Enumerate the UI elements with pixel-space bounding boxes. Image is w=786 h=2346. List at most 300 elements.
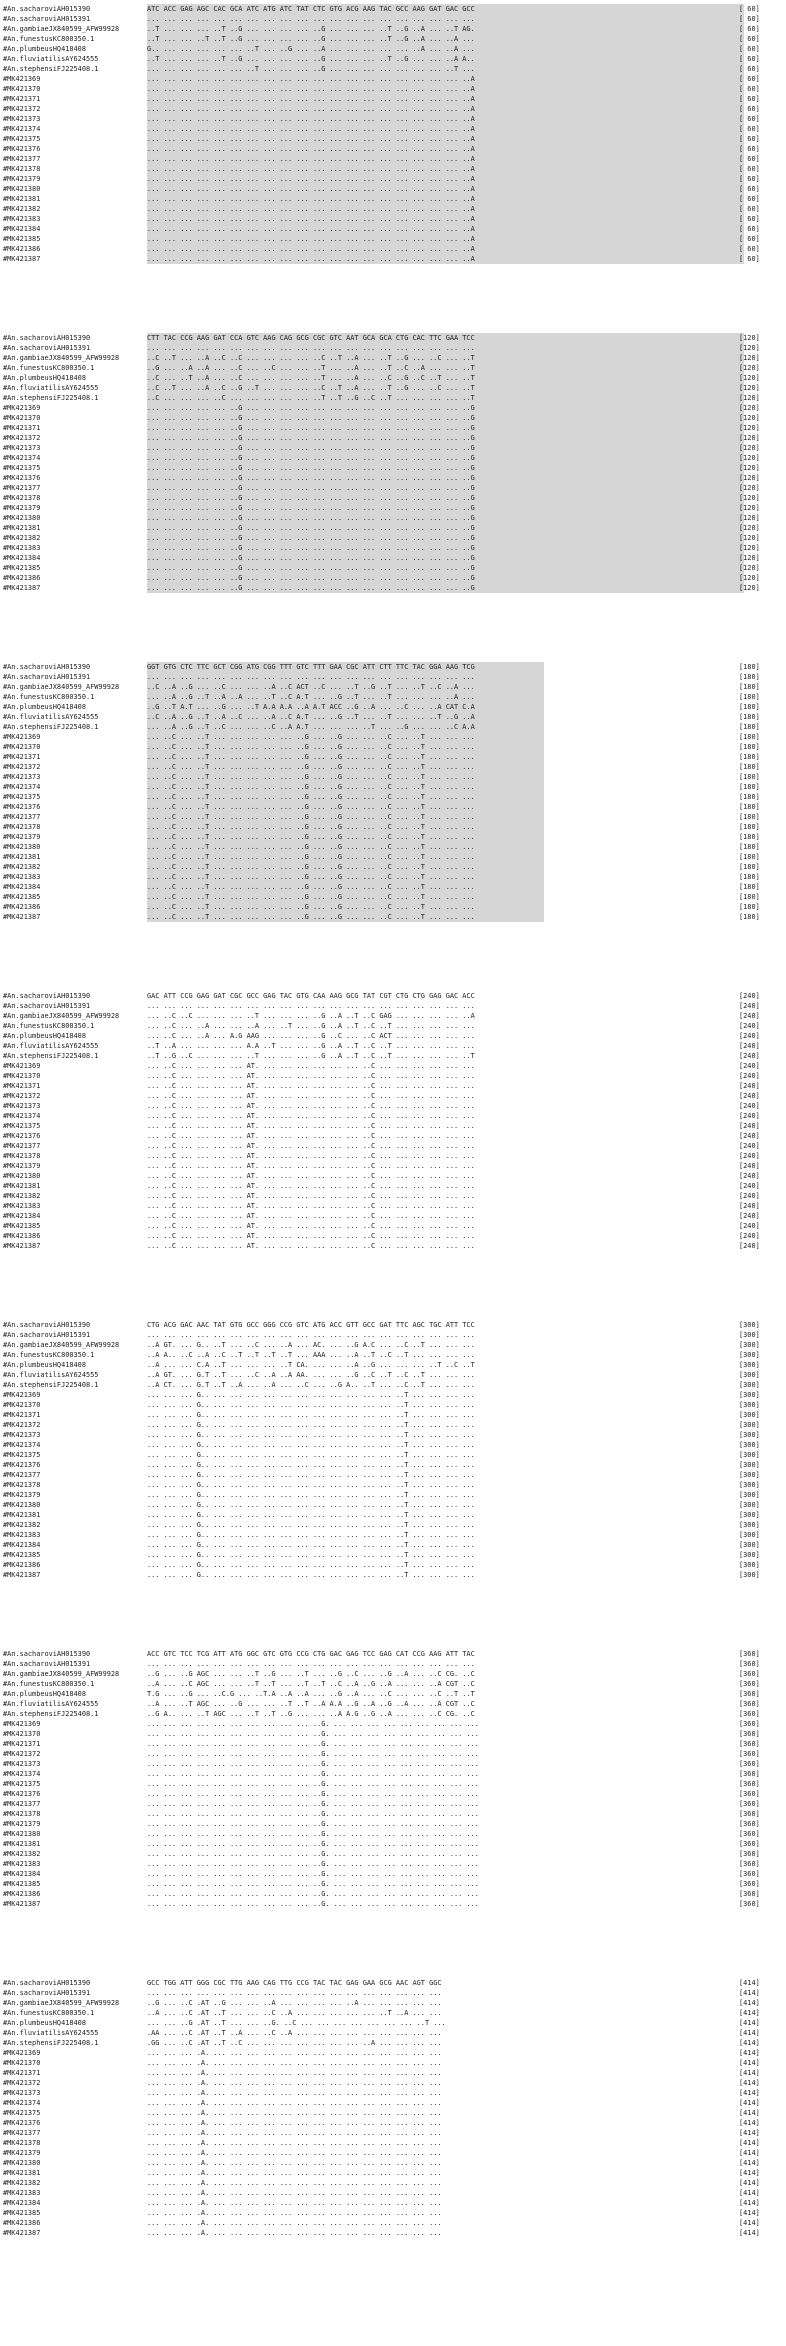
sequence-name: #An.stephensiFJ225408.1	[3, 1710, 99, 1718]
sequence-text: ... ... ... G.. ... ... ... ... ... ... ... ... ... ... ... ..T ... ... ... ...	[147, 1541, 475, 1549]
position-label: [180]	[739, 793, 760, 801]
sequence-segment	[147, 1031, 475, 1041]
position-label: [ 60]	[739, 205, 760, 213]
sequence-segment	[147, 1739, 479, 1749]
position-label: [ 60]	[739, 215, 760, 223]
position-label: [240]	[739, 1082, 760, 1090]
sequence-name: #MK421380	[3, 185, 41, 193]
sequence-name: #MK421371	[3, 2069, 41, 2077]
sequence-segment	[147, 333, 475, 343]
sequence-text: ... ... ... ... ... ..G ... ... ... ... ... ... ... ... ... ... ... ... ... ..G	[147, 494, 475, 502]
sequence-text: ... ..C ... ... ... ... AT. ... ... ... ... ... ... ..C ... ... ... ... ... ...	[147, 1092, 475, 1100]
sequence-segment	[147, 2058, 442, 2068]
position-label: [300]	[739, 1541, 760, 1549]
position-label: [240]	[739, 1182, 760, 1190]
position-label: [300]	[739, 1461, 760, 1469]
sequence-text: ... ..A ..G ..T ..C ... ... ..C ..A A.T ... ... ... ..T ... ..G ... ... ..C A.A	[147, 723, 475, 731]
sequence-name: #MK421372	[3, 1750, 41, 1758]
sequence-text: ..A ... ..T AGC ... ..G ... ... ..T ..T ..A A.A ..G ..A ..G ..A ... ..A CGT ..C	[147, 1700, 475, 1708]
sequence-name: #An.funestusKC800350.1	[3, 364, 95, 372]
position-label: [ 60]	[739, 35, 760, 43]
sequence-text: ... ... ... ... ... ..G ... ... ... ... ... ... ... ... ... ... ... ... ... ..G	[147, 574, 475, 582]
sequence-segment	[147, 1879, 479, 1889]
sequence-segment	[147, 1410, 475, 1420]
sequence-name: #MK421381	[3, 1840, 41, 1848]
sequence-text: ... ... ... ... ... ... ... ... ... ... ..G. ... ... ... ... ... ... ... ... ...	[147, 1860, 479, 1868]
sequence-segment	[147, 1380, 475, 1390]
position-label: [240]	[739, 1162, 760, 1170]
sequence-text: ..T ... ... ... ..T ..G ... ... ... ... ..G ... ... ... ..T ..G ..A ... ..T AG.	[147, 25, 475, 33]
position-label: [ 60]	[739, 165, 760, 173]
sequence-text: ... ... ... G.. ... ... ... ... ... ... ... ... ... ... ... ..T ... ... ... ...	[147, 1531, 475, 1539]
position-label: [ 60]	[739, 245, 760, 253]
position-label: [414]	[739, 2039, 760, 2047]
position-label: [360]	[739, 1870, 760, 1878]
sequence-text: ... ... ... G.. ... ... ... ... ... ... ... ... ... ... ... ..T ... ... ... ...	[147, 1461, 475, 1469]
sequence-segment	[147, 1241, 475, 1251]
sequence-text: ... ... ... ... ... ..G ... ... ... ... ... ... ... ... ... ... ... ... ... ..G	[147, 504, 475, 512]
position-label: [414]	[739, 2089, 760, 2097]
sequence-name: #MK421378	[3, 1481, 41, 1489]
sequence-segment	[147, 1749, 479, 1759]
sequence-name: #MK421373	[3, 115, 41, 123]
sequence-segment	[147, 1520, 475, 1530]
sequence-segment	[147, 1689, 475, 1699]
sequence-name: #An.gambiaeJX840599_AFW99928	[3, 1670, 120, 1678]
sequence-name: #An.sacharoviAH015390	[3, 992, 91, 1000]
position-label: [414]	[739, 2179, 760, 2187]
sequence-segment	[147, 114, 475, 124]
sequence-text: ... ... ... ... ... ... ... ... ... ... ... ... ... ... ... ... ... ... ... ..A	[147, 235, 475, 243]
sequence-text: ... ..C ... ..T ... ... ... ... ... ..G ... ..G ... ... ..C ... ..T ... ... ...	[147, 763, 475, 771]
sequence-text: ... ... ... ... ... ..G ... ... ... ... ... ... ... ... ... ... ... ... ... ..G	[147, 454, 475, 462]
sequence-name: #MK421372	[3, 105, 41, 113]
sequence-text: ... ..C ... ..T ... ... ... ... ... ..G ... ..G ... ... ..C ... ..T ... ... ...	[147, 903, 475, 911]
sequence-name: #An.gambiaeJX840599_AFW99928	[3, 1999, 120, 2007]
sequence-name: #MK421369	[3, 404, 41, 412]
sequence-name: #MK421374	[3, 125, 41, 133]
sequence-text: .AA ... ..C .AT ..T ..A ... ..C ..A ... ... ... ... ... ... ... ... ...	[147, 2029, 442, 2037]
sequence-name: #An.stephensiFJ225408.1	[3, 394, 99, 402]
position-label: [240]	[739, 1152, 760, 1160]
sequence-segment	[147, 194, 475, 204]
sequence-segment	[147, 1769, 479, 1779]
sequence-name: #MK421370	[3, 1401, 41, 1409]
sequence-name: #MK421386	[3, 2219, 41, 2227]
sequence-segment	[147, 2228, 442, 2238]
sequence-segment	[147, 1859, 479, 1869]
sequence-segment	[147, 54, 475, 64]
position-label: [240]	[739, 1042, 760, 1050]
sequence-text: ... ... ... ... ... ... ... ... ... ... ... ... ... ... ... ... ... ... ... ..A	[147, 145, 475, 153]
position-label: [360]	[739, 1760, 760, 1768]
sequence-name: #An.gambiaeJX840599_AFW99928	[3, 25, 120, 33]
position-label: [360]	[739, 1820, 760, 1828]
position-label: [300]	[739, 1331, 760, 1339]
sequence-segment	[147, 1839, 479, 1849]
position-label: [120]	[739, 354, 760, 362]
sequence-name: #MK421387	[3, 584, 41, 592]
sequence-segment	[147, 353, 475, 363]
position-label: [360]	[739, 1660, 760, 1668]
sequence-segment	[147, 573, 475, 583]
sequence-segment	[147, 1450, 475, 1460]
sequence-name: #MK421386	[3, 1232, 41, 1240]
sequence-name: #MK421382	[3, 1850, 41, 1858]
sequence-segment	[147, 2168, 442, 2178]
sequence-text: ... ... ... ... ... ..G ... ... ... ... ... ... ... ... ... ... ... ... ... ..G	[147, 584, 475, 592]
sequence-name: #MK421377	[3, 1471, 41, 1479]
sequence-name: #An.stephensiFJ225408.1	[3, 723, 99, 731]
sequence-text: ... ..A ..G ..T ..A ..A ... ..T ..C A.T ... ..G ..T ... ..T ... ... ... ..A ...	[147, 693, 475, 701]
sequence-text: ... ... ... G.. ... ... ... ... ... ... ... ... ... ... ... ..T ... ... ... ...	[147, 1431, 475, 1439]
sequence-name: #An.fluviatilisAY624555	[3, 55, 99, 63]
sequence-name: #MK421378	[3, 823, 41, 831]
sequence-text: ... ... ... ... ... ... ... ... ... ... ..G. ... ... ... ... ... ... ... ... ...	[147, 1890, 479, 1898]
sequence-segment	[147, 2078, 442, 2088]
position-label: [300]	[739, 1361, 760, 1369]
sequence-segment	[147, 1420, 475, 1430]
sequence-name: #MK421372	[3, 763, 41, 771]
position-label: [300]	[739, 1511, 760, 1519]
sequence-name: #MK421371	[3, 424, 41, 432]
sequence-name: #MK421379	[3, 1162, 41, 1170]
sequence-segment	[147, 2118, 442, 2128]
sequence-text: ... ... ... ... ... ... ... ... ... ... ... ... ... ... ... ... ... ... ... ..A	[147, 215, 475, 223]
sequence-segment	[147, 363, 475, 373]
sequence-segment	[147, 443, 475, 453]
position-label: [120]	[739, 584, 760, 592]
sequence-name: #MK421381	[3, 195, 41, 203]
sequence-segment	[147, 1360, 475, 1370]
sequence-text: ... ..C ... ... ... ... AT. ... ... ... ... ... ... ..C ... ... ... ... ... ...	[147, 1082, 475, 1090]
sequence-segment	[147, 1899, 479, 1909]
position-label: [360]	[739, 1650, 760, 1658]
position-label: [360]	[739, 1880, 760, 1888]
position-label: [300]	[739, 1441, 760, 1449]
sequence-text: ... ... ... ... ... ... ... ... ... ... ... ... ... ... ... ... ... ... ... ...	[147, 1002, 475, 1010]
sequence-name: #MK421373	[3, 1102, 41, 1110]
sequence-name: #An.sacharoviAH015390	[3, 663, 91, 671]
sequence-name: #MK421383	[3, 2189, 41, 2197]
sequence-text: ... ... ... G.. ... ... ... ... ... ... ... ... ... ... ... ..T ... ... ... ...	[147, 1521, 475, 1529]
sequence-name: #An.gambiaeJX840599_AFW99928	[3, 683, 120, 691]
position-label: [120]	[739, 374, 760, 382]
sequence-segment	[147, 234, 475, 244]
sequence-name: #MK421370	[3, 2059, 41, 2067]
position-label: [414]	[739, 1989, 760, 1997]
position-label: [300]	[739, 1421, 760, 1429]
sequence-text: ... ... ... G.. ... ... ... ... ... ... ... ... ... ... ... ..T ... ... ... ...	[147, 1411, 475, 1419]
sequence-text: ... ... ... ... ... ..G ... ... ... ... ... ... ... ... ... ... ... ... ... ..G	[147, 424, 475, 432]
sequence-name: #An.sacharoviAH015391	[3, 1660, 91, 1668]
sequence-text: ... ..C ... ..A ... A.G AAG ... ... ... ..G ..C ... ..C ACT ... ... ... ... ...	[147, 1032, 475, 1040]
sequence-segment	[147, 2138, 442, 2148]
sequence-text: ... ... ... ... ... ... ... ... ... ... ... ... ... ... ... ... ... ... ... ..A	[147, 125, 475, 133]
sequence-text: ... ..C ... ..T ... ... ... ... ... ..G ... ..G ... ... ..C ... ..T ... ... ...	[147, 823, 475, 831]
sequence-name: #An.sacharoviAH015391	[3, 15, 91, 23]
position-label: [180]	[739, 783, 760, 791]
sequence-text: ... ... ... .A. ... ... ... ... ... ... ... ... ... ... ... ... ... ...	[147, 2119, 442, 2127]
sequence-segment	[147, 2038, 442, 2048]
position-label: [360]	[739, 1680, 760, 1688]
position-label: [300]	[739, 1521, 760, 1529]
sequence-name: #MK421383	[3, 215, 41, 223]
position-label: [360]	[739, 1900, 760, 1908]
sequence-segment	[147, 1111, 475, 1121]
sequence-segment	[147, 543, 475, 553]
sequence-text: ... ... ... ... ... ... ... ... ... ... ..G. ... ... ... ... ... ... ... ... ...	[147, 1900, 479, 1908]
sequence-text: ... ..C ... ... ... ... AT. ... ... ... ... ... ... ..C ... ... ... ... ... ...	[147, 1212, 475, 1220]
position-label: [180]	[739, 883, 760, 891]
sequence-name: #MK421384	[3, 554, 41, 562]
sequence-text: ..C ..A ..G ..T ..A ..C ... ..A ..C A.T ... ..G ..T ... ..T ... ... ..T ..G ..A	[147, 713, 475, 721]
sequence-name: #An.plumbeusHQ418408	[3, 1032, 86, 1040]
position-label: [120]	[739, 334, 760, 342]
sequence-name: #MK421381	[3, 2169, 41, 2177]
sequence-segment	[147, 1151, 475, 1161]
position-label: [180]	[739, 663, 760, 671]
sequence-name: #MK421379	[3, 1820, 41, 1828]
position-label: [180]	[739, 913, 760, 921]
sequence-segment	[147, 1161, 475, 1171]
position-label: [300]	[739, 1371, 760, 1379]
sequence-text: ... ... ... ... ... ..G ... ... ... ... ... ... ... ... ... ... ... ... ... ..G	[147, 564, 475, 572]
sequence-segment	[147, 1719, 479, 1729]
sequence-name: #An.funestusKC800350.1	[3, 693, 95, 701]
position-label: [240]	[739, 1002, 760, 1010]
sequence-name: #MK421374	[3, 1770, 41, 1778]
sequence-name: #MK421386	[3, 1890, 41, 1898]
sequence-text: ... ..C ... ..A ... ... ..A ... ..T ... ..G ..A ..T ..C ..T ... ... ... ... ...	[147, 1022, 475, 1030]
sequence-text: ... ... ... ... ... ..G ... ... ... ... ... ... ... ... ... ... ... ... ... ..G	[147, 554, 475, 562]
sequence-text: ... ... ... .A. ... ... ... ... ... ... ... ... ... ... ... ... ... ...	[147, 2159, 442, 2167]
sequence-segment	[147, 1480, 475, 1490]
position-label: [180]	[739, 763, 760, 771]
sequence-segment	[147, 2208, 442, 2218]
sequence-name: #An.sacharoviAH015390	[3, 334, 91, 342]
sequence-segment	[147, 1978, 442, 1988]
sequence-segment	[147, 1141, 475, 1151]
sequence-segment	[147, 912, 475, 922]
sequence-text: ... ..C ... ... ... ... AT. ... ... ... ... ... ... ..C ... ... ... ... ... ...	[147, 1152, 475, 1160]
sequence-text: ... ..C ... ..T ... ... ... ... ... ..G ... ..G ... ... ..C ... ..T ... ... ...	[147, 783, 475, 791]
sequence-name: #An.fluviatilisAY624555	[3, 713, 99, 721]
position-label: [360]	[739, 1720, 760, 1728]
sequence-segment	[147, 822, 475, 832]
sequence-text: ... ... ... ... ... ... ... ... ... ... ..G. ... ... ... ... ... ... ... ... ...	[147, 1800, 479, 1808]
position-label: [180]	[739, 813, 760, 821]
sequence-segment	[147, 343, 475, 353]
sequence-text: ..T ... ... ..T ..T ..G ... ... ... ... ..G ... ... ... ..T ..G ..A ... ..A ...	[147, 35, 475, 43]
sequence-name: #MK421375	[3, 1780, 41, 1788]
position-label: [414]	[739, 2119, 760, 2127]
position-label: [360]	[739, 1740, 760, 1748]
position-label: [ 60]	[739, 45, 760, 53]
sequence-segment	[147, 2178, 442, 2188]
sequence-name: #An.sacharoviAH015391	[3, 673, 91, 681]
sequence-text: ... ... ... G.. ... ... ... ... ... ... ... ... ... ... ... ..T ... ... ... ...	[147, 1421, 475, 1429]
position-label: [ 60]	[739, 85, 760, 93]
sequence-name: #MK421376	[3, 474, 41, 482]
sequence-text: ... ..C ... ..T ... ... ... ... ... ..G ... ..G ... ... ..C ... ..T ... ... ...	[147, 733, 475, 741]
sequence-segment	[147, 2148, 442, 2158]
sequence-text: ..A A.. ..C ..A ..C ..T ..T ..T ..T ... AAA ... ..A ..T ..C ..T ... ... ... ...	[147, 1351, 475, 1359]
position-label: [414]	[739, 2049, 760, 2057]
sequence-text: GGT GTG CTC TTC GCT CGG ATG CGG TTT GTC TTT GAA CGC ATT CTT TTC TAC GGA AAG TCG	[147, 663, 475, 671]
sequence-segment	[147, 34, 475, 44]
position-label: [180]	[739, 753, 760, 761]
sequence-text: ... ... ... .A. ... ... ... ... ... ... ... ... ... ... ... ... ... ...	[147, 2069, 442, 2077]
sequence-name: #An.sacharoviAH015390	[3, 5, 91, 13]
sequence-text: ... ... ... ... ... ... ... ... ... ... ... ... ... ... ... ... ... ... ... ..A	[147, 175, 475, 183]
sequence-text: ... ... ... ... ... ... ... ... ... ... ... ... ... ... ... ... ... ... ... ...	[147, 344, 475, 352]
sequence-text: ... ... ... ... ... ..G ... ... ... ... ... ... ... ... ... ... ... ... ... ..G	[147, 444, 475, 452]
sequence-name: #MK421382	[3, 1192, 41, 1200]
sequence-text: ... ... ... G.. ... ... ... ... ... ... ... ... ... ... ... ..T ... ... ... ...	[147, 1401, 475, 1409]
sequence-text: ..A ... ..C AGC ... ... ..T ..T ... ..T ..T ..C ..A ..G ..A ... ... ..A CGT ..C	[147, 1680, 475, 1688]
position-label: [414]	[739, 2069, 760, 2077]
position-label: [ 60]	[739, 105, 760, 113]
position-label: [414]	[739, 2129, 760, 2137]
sequence-text: ... ..C ... ... ... ... AT. ... ... ... ... ... ... ..C ... ... ... ... ... ...	[147, 1102, 475, 1110]
sequence-segment	[147, 732, 475, 742]
position-label: [300]	[739, 1321, 760, 1329]
sequence-segment	[147, 1201, 475, 1211]
position-label: [414]	[739, 2219, 760, 2227]
sequence-segment	[147, 722, 475, 732]
sequence-segment	[147, 1550, 475, 1560]
sequence-text: ..T ..G ..C ... ... ... ..T ... ... ... ..G ..A ..T ..C ..T ... ... ... ... ..T	[147, 1052, 475, 1060]
sequence-name: #MK421381	[3, 1511, 41, 1519]
sequence-segment	[147, 144, 475, 154]
sequence-name: #MK421374	[3, 454, 41, 462]
position-label: [ 60]	[739, 115, 760, 123]
position-label: [240]	[739, 1112, 760, 1120]
sequence-segment	[147, 2128, 442, 2138]
sequence-segment	[147, 74, 475, 84]
sequence-segment	[147, 553, 475, 563]
sequence-text: ... ..C ..C ... ... ... ..T ... ... ... ..G ..A ..T ..C GAG ... ... ... ... ..A	[147, 1012, 475, 1020]
sequence-name: #MK421384	[3, 883, 41, 891]
sequence-text: ... ... ... G.. ... ... ... ... ... ... ... ... ... ... ... ..T ... ... ... ...	[147, 1501, 475, 1509]
position-label: [ 60]	[739, 135, 760, 143]
position-label: [300]	[739, 1531, 760, 1539]
sequence-segment	[147, 453, 475, 463]
sequence-segment	[147, 383, 475, 393]
sequence-segment	[147, 1051, 475, 1061]
sequence-text: ... ..C ... ... ... ... AT. ... ... ... ... ... ... ..C ... ... ... ... ... ...	[147, 1222, 475, 1230]
sequence-text: GAC ATT CCG GAG GAT CGC GCC GAG TAC GTG CAA AAG GCG TAT CGT CTG CTG GAG GAC ACC	[147, 992, 475, 1000]
sequence-name: #MK421383	[3, 1202, 41, 1210]
sequence-segment	[147, 1330, 475, 1340]
position-label: [360]	[739, 1750, 760, 1758]
sequence-text: ... ... ... ... ... ... ... ... ... ... ..G. ... ... ... ... ... ... ... ... ...	[147, 1840, 479, 1848]
sequence-name: #An.sacharoviAH015391	[3, 1331, 91, 1339]
sequence-text: ... ... ... ... ... ... ... ... ... ... ... ... ... ... ... ... ... ... ... ...	[147, 673, 475, 681]
position-label: [120]	[739, 414, 760, 422]
position-label: [ 60]	[739, 255, 760, 263]
sequence-text: ... ... ... G.. ... ... ... ... ... ... ... ... ... ... ... ..T ... ... ... ...	[147, 1481, 475, 1489]
position-label: [300]	[739, 1431, 760, 1439]
sequence-text: ... ... ... ... ... ... ... ... ... ... ... ... ... ... ... ... ... ... ... ...	[147, 1660, 475, 1668]
sequence-text: ..T ..A ... ... ... ... A.A ..T ... ... ..G ..A ..T ..C ..T ... ... ... ... ...	[147, 1042, 475, 1050]
sequence-segment	[147, 772, 475, 782]
sequence-name: #MK421378	[3, 165, 41, 173]
position-label: [180]	[739, 743, 760, 751]
position-label: [300]	[739, 1471, 760, 1479]
sequence-name: #MK421369	[3, 1391, 41, 1399]
position-label: [180]	[739, 843, 760, 851]
sequence-segment	[147, 1679, 475, 1689]
sequence-segment	[147, 1061, 475, 1071]
position-label: [360]	[739, 1670, 760, 1678]
sequence-segment	[147, 433, 475, 443]
sequence-name: #MK421377	[3, 2129, 41, 2137]
sequence-name: #MK421373	[3, 444, 41, 452]
sequence-name: #MK421376	[3, 1461, 41, 1469]
position-label: [ 60]	[739, 195, 760, 203]
sequence-name: #An.gambiaeJX840599_AFW99928	[3, 354, 120, 362]
position-label: [180]	[739, 853, 760, 861]
position-label: [240]	[739, 1012, 760, 1020]
sequence-name: #An.funestusKC800350.1	[3, 1022, 95, 1030]
position-label: [240]	[739, 1212, 760, 1220]
sequence-segment	[147, 1849, 479, 1859]
sequence-text: ... ..C ... ..T ... ... ... ... ... ..G ... ..G ... ... ..C ... ..T ... ... ...	[147, 793, 475, 801]
sequence-text: ... ..C ... ... ... ... AT. ... ... ... ... ... ... ..C ... ... ... ... ... ...	[147, 1142, 475, 1150]
sequence-name: #MK421376	[3, 145, 41, 153]
position-label: [414]	[739, 2079, 760, 2087]
sequence-text: ... ... ... .A. ... ... ... ... ... ... ... ... ... ... ... ... ... ...	[147, 2109, 442, 2117]
sequence-name: #MK421380	[3, 2159, 41, 2167]
position-label: [300]	[739, 1501, 760, 1509]
position-label: [120]	[739, 544, 760, 552]
position-label: [360]	[739, 1730, 760, 1738]
sequence-text: ... ... ... .A. ... ... ... ... ... ... ... ... ... ... ... ... ... ...	[147, 2179, 442, 2187]
position-label: [180]	[739, 803, 760, 811]
sequence-text: ... ..C ... ... ... ... AT. ... ... ... ... ... ... ..C ... ... ... ... ... ...	[147, 1062, 475, 1070]
sequence-text: ... ..C ... ..T ... ... ... ... ... ..G ... ..G ... ... ..C ... ..T ... ... ...	[147, 833, 475, 841]
position-label: [360]	[739, 1860, 760, 1868]
sequence-text: ... ..C ... ... ... ... AT. ... ... ... ... ... ... ..C ... ... ... ... ... ...	[147, 1162, 475, 1170]
sequence-text: ... ... ... ... ... ... ... ... ... ... ..G. ... ... ... ... ... ... ... ... ...	[147, 1770, 479, 1778]
position-label: [360]	[739, 1790, 760, 1798]
sequence-segment	[147, 244, 475, 254]
sequence-name: #An.plumbeusHQ418408	[3, 1690, 86, 1698]
sequence-segment	[147, 1091, 475, 1101]
sequence-segment	[147, 2198, 442, 2208]
sequence-text: ... ... ... ... ... ... ... ... ... ... ... ... ... ... ... ... ... ... ... ...	[147, 1331, 475, 1339]
position-label: [120]	[739, 424, 760, 432]
position-label: [360]	[739, 1770, 760, 1778]
sequence-segment	[147, 1221, 475, 1231]
sequence-name: #MK421378	[3, 1152, 41, 1160]
sequence-text: G.. ... ... ... ... ... ..T ... ..G ... ..A ... ... ... ... ... ..A ... ..A ...	[147, 45, 475, 53]
sequence-name: #MK421369	[3, 2049, 41, 2057]
position-label: [300]	[739, 1391, 760, 1399]
sequence-segment	[147, 872, 475, 882]
position-label: [120]	[739, 464, 760, 472]
sequence-text: ... ... ... ... ... ... ... ... ... ... ... ... ... ... ... ... ... ... ... ..A	[147, 115, 475, 123]
sequence-text: GCC TGG ATT GGG CGC TTG AAG CAG TTG CCG TAC TAC GAG GAA GCG AAC AGT GGC	[147, 1979, 442, 1987]
sequence-segment	[147, 2158, 442, 2168]
sequence-text: ..A GT. ... G.. ..T ... ..C ... ..A ... AC. ... ..G A.C ... ..C ..T ... ... ...	[147, 1341, 475, 1349]
sequence-name: #MK421372	[3, 2079, 41, 2087]
sequence-text: ..G ..T A.T ... ..G ... ..T A.A A.A ..A A.T ACC ..G ..A ... ..C ... ..A CAT C.A	[147, 703, 475, 711]
sequence-text: ... ... ... ... ... ... ... ... ... ... ... ... ... ... ... ... ... ... ... ..A	[147, 95, 475, 103]
sequence-name: #MK421382	[3, 2179, 41, 2187]
